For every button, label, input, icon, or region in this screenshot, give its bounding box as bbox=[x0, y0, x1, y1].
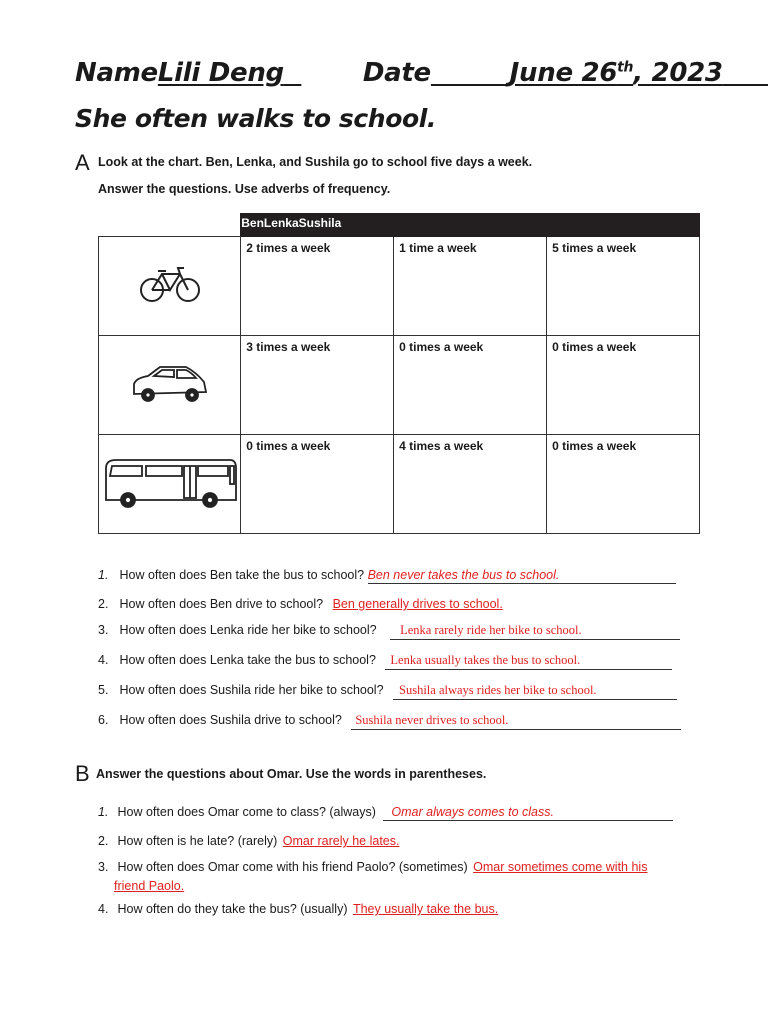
name-value: Lili Deng bbox=[157, 58, 284, 88]
answer-field[interactable]: Omar rarely he lates. bbox=[282, 834, 400, 848]
list-item: 3. How often does Omar come with his friend Paolo? (sometimes) Omar sometimes come with his bbox=[98, 860, 648, 874]
answer-field[interactable]: Ben generally drives to school. bbox=[332, 597, 503, 611]
question-text: How often does Omar come with his friend Paolo? (sometimes) bbox=[117, 860, 468, 874]
bus-icon bbox=[99, 435, 241, 534]
answer-field-continued[interactable]: friend Paolo. bbox=[114, 879, 185, 893]
cell-ben-bike: 2 times a week bbox=[241, 237, 394, 336]
list-item: 1. How often does Ben take the bus to school? Ben never takes the bus to school. bbox=[98, 568, 676, 584]
list-item: 4. How often does Lenka take the bus to school? Lenka usually takes the bus to school. bbox=[98, 653, 672, 670]
list-item: 5. How often does Sushila ride her bike to school? Sushila always rides her bike to school. bbox=[98, 683, 677, 700]
answer-field[interactable]: Sushila never drives to school. bbox=[351, 713, 681, 730]
cell-lenka-car: 0 times a week bbox=[394, 336, 547, 435]
cell-lenka-bus: 4 times a week bbox=[394, 435, 547, 534]
section-b-letter: B bbox=[75, 761, 90, 786]
cell-sushila-bike: 5 times a week bbox=[547, 237, 700, 336]
list-item: 6. How often does Sushila drive to school? Sushila never drives to school. bbox=[98, 713, 681, 730]
section-a-instruction-1: Look at the chart. Ben, Lenka, and Sushila go to school five days a week. bbox=[98, 155, 533, 169]
table-row bbox=[99, 336, 700, 435]
question-text: How often does Sushila ride her bike to school? bbox=[119, 683, 384, 697]
question-text: How often is he late? (rarely) bbox=[117, 834, 278, 848]
question-text: How often does Ben drive to school? bbox=[119, 597, 324, 611]
question-text: How often does Lenka take the bus to school? bbox=[119, 653, 376, 667]
cell-ben-car: 3 times a week bbox=[241, 336, 394, 435]
answer-field[interactable]: Ben never takes the bus to school. bbox=[368, 568, 676, 584]
list-item: 3. How often does Lenka ride her bike to school? Lenka rarely ride her bike to school. bbox=[98, 623, 680, 640]
answer-field[interactable]: Sushila always rides her bike to school. bbox=[393, 683, 677, 700]
cell-sushila-car: 0 times a week bbox=[547, 336, 700, 435]
section-b-instruction: Answer the questions about Omar. Use the words in parentheses. bbox=[96, 767, 487, 781]
cell-sushila-bus: 0 times a week bbox=[547, 435, 700, 534]
transport-chart bbox=[98, 213, 700, 534]
list-item: 2. How often is he late? (rarely) Omar rarely he lates. bbox=[98, 834, 400, 848]
answer-field[interactable]: Lenka usually takes the bus to school. bbox=[385, 653, 672, 670]
list-item: 2. How often does Ben drive to school? Ben generally drives to school. bbox=[98, 597, 503, 611]
chart-header-names: BenLenkaSushila bbox=[241, 214, 700, 237]
list-item: 4. How often do they take the bus? (usually) They usually take the bus. bbox=[98, 902, 499, 916]
table-row bbox=[99, 237, 700, 336]
bicycle-icon bbox=[99, 237, 241, 336]
date-value: June 26th, 2023 bbox=[509, 58, 723, 88]
name-date-line bbox=[75, 58, 768, 88]
question-text: How often does Omar come to class? (always) bbox=[117, 805, 376, 819]
question-text: How often does Ben take the bus to school? bbox=[119, 568, 365, 582]
car-icon bbox=[99, 336, 241, 435]
list-item-continuation bbox=[114, 879, 184, 894]
table-row bbox=[99, 435, 700, 534]
page-title: She often walks to school. bbox=[75, 104, 437, 133]
name-label: Name bbox=[75, 58, 158, 88]
answer-field[interactable]: Omar always comes to class. bbox=[383, 805, 673, 821]
chart-header-row bbox=[99, 214, 700, 237]
question-text: How often does Sushila drive to school? bbox=[119, 713, 342, 727]
question-text: How often does Lenka ride her bike to school? bbox=[119, 623, 377, 637]
date-label: Date bbox=[362, 58, 431, 88]
answer-field[interactable]: Omar sometimes come with his bbox=[473, 860, 648, 874]
section-a-instruction-2: Answer the questions. Use adverbs of frequency. bbox=[98, 182, 391, 196]
section-a-letter: A bbox=[75, 150, 90, 175]
question-text: How often do they take the bus? (usually) bbox=[117, 902, 348, 916]
cell-lenka-bike: 1 time a week bbox=[394, 237, 547, 336]
answer-field[interactable]: They usually take the bus. bbox=[352, 902, 499, 916]
answer-field[interactable]: Lenka rarely ride her bike to school. bbox=[390, 623, 680, 640]
list-item: 1. How often does Omar come to class? (always) Omar always comes to class. bbox=[98, 805, 673, 821]
cell-ben-bus: 0 times a week bbox=[241, 435, 394, 534]
